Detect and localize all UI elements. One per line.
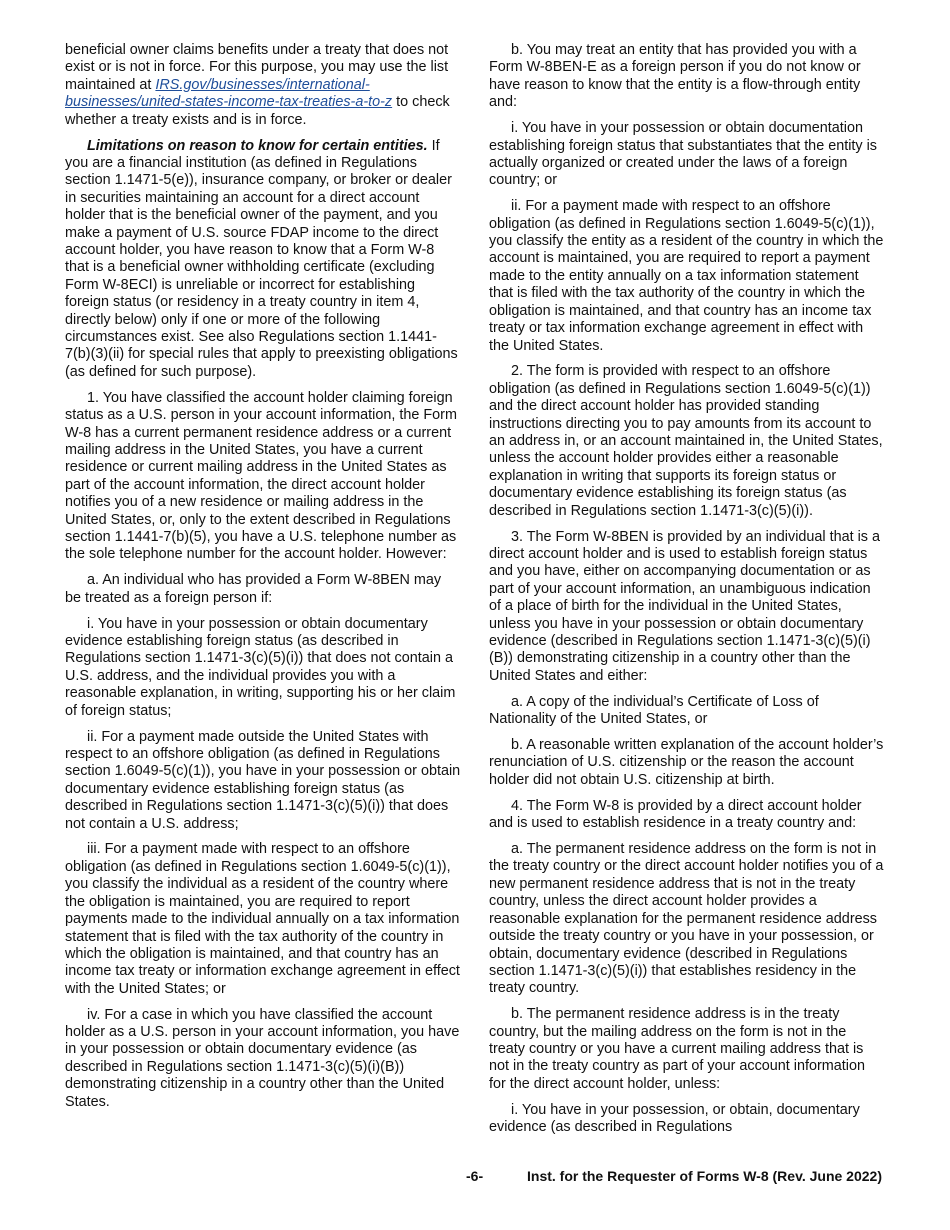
paragraph-treaty-list (65, 42, 461, 129)
paragraph-item-1a-i: i. You have in your possession or obtain documentary evidence establishing foreign status (as described in Regulations section 1.1471-3(c)(5)(i)) that does not contain a U.S. address, and the individual provides you with a reasonable explanation, in writing, supporting his or her claim of foreign status; (65, 615, 456, 719)
paragraph-item-1b-ii: ii. For a payment made with respect to an offshore obligation (as defined in Regulations section 1.6049-5(c)(1)), you classify the entity as a resident of the country in which the account is maintained, you are required to report a payment made to the entity annually on a tax information statement that is filed with the tax authority of the country in which the obligation is maintained, and that country has an income tax treaty or tax information exchange agreement in effect with the United States. (489, 198, 884, 354)
left-column (65, 42, 461, 1120)
paragraph-item-4: 4. The Form W-8 is provided by a direct account holder and is used to establish residence in a treaty country and: (489, 797, 862, 832)
limitations-text: If you are a financial institution (as defined in Regulations section 1.1471-5(e)), insurance company, or broker or dealer in securities maintaining an account for a direct account holder that is the beneficial owner of the payment, and you make a payment of U.S. source FDAP income to the direct account holder, you have reason to know that a Form W-8 that is a beneficial owner withholding certificate (excluding Form W-8ECI) is unreliable or incorrect for establishing foreign status (or residency in a treaty country in item 4, directly below) only if one or more of the following circumstances exist. See also Regulations section 1.1441-7(b)(3)(ii) for special rules that apply to preexisting obligations (as defined for such purpose). (65, 137, 458, 380)
paragraph-item-2: 2. The form is provided with respect to an offshore obligation (as defined in Regulations section 1.6049-5(c)(1)) and the direct account holder has provided standing instructions directing you to pay amounts from its account to an address in, or an account maintained in, the United States, unless the account holder provides either a reasonable explanation in writing that supports its foreign status or documentary evidence establishing its foreign status (as described in Regulations section 1.1471-3(c)(5)(i)). (489, 363, 883, 519)
limitations-heading: Limitations on reason to know for certain entities. (87, 137, 428, 154)
paragraph-item-4b: b. The permanent residence address is in the treaty country, but the mailing address on the form is not in the treaty country or you have a current mailing address that is not in the treaty country as part of your account information for the direct account holder, unless: (489, 1006, 865, 1092)
page-number: -6- (466, 1168, 484, 1184)
treaty-text-before: beneficial owner claims benefits under a treaty that does not exist or is not in force. For this purpose, you may use the list maintained at (65, 42, 449, 93)
paragraph-item-1a-iii: iii. For a payment made with respect to an offshore obligation (as defined in Regulations section 1.6049-5(c)(1)), you classify the individual as a resident of the country where the obligation is maintained, you are required to report payments made to the individual annually on a tax information statement that is filed with the tax authority of the country in which the obligation is maintained, and that country has an income tax treaty or information exchange agreement in effect with the United States; or (65, 841, 460, 997)
paragraph-item-1a-iv: iv. For a case in which you have classified the account holder as a U.S. person in your account information, you have in your possession or obtain documentary evidence (as described in Regulations section 1.1471-3(c)(5)(i)(B)) demonstrating citizenship in a country other than the United States. (65, 1006, 460, 1110)
paragraph-item-4a: a. The permanent residence address on the form is not in the treaty country or the direct account holder notifies you of a new permanent residence address that is not in the treaty country, unless the direct account holder provides a reasonable explanation for the permanent residence address outside the treaty country or you have in your possession, or obtain, documentary evidence (described in Regulations section 1.1471-3(c)(5)(i)) that establishes residency in the treaty country. (489, 841, 884, 997)
paragraph-item-1a-ii: ii. For a payment made outside the United States with respect to an offshore obligation (as defined in Regulations section 1.6049-5(c)(1)), you have in your possession or obtain documentary evidence establishing foreign status (as described in Regulations section 1.1471-3(c)(5)(i)) that does not contain a U.S. address; (65, 728, 461, 832)
paragraph-item-3b: b. A reasonable written explanation of the account holder’s renunciation of U.S. citizenship or the reason the account holder did not obtain U.S. citizenship at birth. (489, 737, 884, 788)
paragraph-item-3a: a. A copy of the individual’s Certificate of Loss of Nationality of the United States, or (489, 693, 819, 728)
document-title: Inst. for the Requester of Forms W-8 (Rev. June 2022) (527, 1168, 882, 1184)
paragraph-item-4b-i: i. You have in your possession, or obtain, documentary evidence (as described in Regulations (489, 1101, 860, 1136)
paragraph-item-3: 3. The Form W-8BEN is provided by an individual that is a direct account holder and is used to establish foreign status and you have, either on accompanying documentation or as part of your account information, an unambiguous indication of a place of birth for the individual in the United States, unless you have in your possession or obtain documentary evidence (described in Regulations section 1.1471-3(c)(5)(i)(B)) demonstrating citizenship in a country other than the United States and either: (489, 528, 880, 684)
paragraph-item-1b: b. You may treat an entity that has provided you with a Form W-8BEN-E as a foreign person if you do not know or have reason to know that the entity is a flow-through entity and: (489, 42, 861, 111)
irs-treaty-link[interactable]: IRS.gov/businesses/international-businesses/united-states-income-tax-treaties-a-to-z (65, 76, 393, 111)
paragraph-item-1: 1. You have classified the account holder claiming foreign status as a U.S. person in your account information, the Form W-8 has a current permanent residence address or a current mailing address in the United States, you have a current residence or current mailing address in the United States as part of the account information, the direct account holder notifies you of a new residence or mailing address in the United States, or, only to the extent described in Regulations section 1.1441-7(b)(5), you have a U.S. telephone number as the sole telephone number for the account holder. However: (65, 389, 457, 563)
paragraph-item-1b-i: i. You have in your possession or obtain documentation establishing foreign status that substantiates that the entity is actually organized or created under the laws of a foreign country; or (489, 120, 877, 189)
treaty-text-after: to check whether a treaty exists and is in force. (65, 94, 450, 128)
right-column (489, 42, 885, 1137)
paragraph-limitations (65, 138, 461, 382)
paragraph-item-1a: a. An individual who has provided a Form W-8BEN may be treated as a foreign person if: (65, 572, 442, 606)
